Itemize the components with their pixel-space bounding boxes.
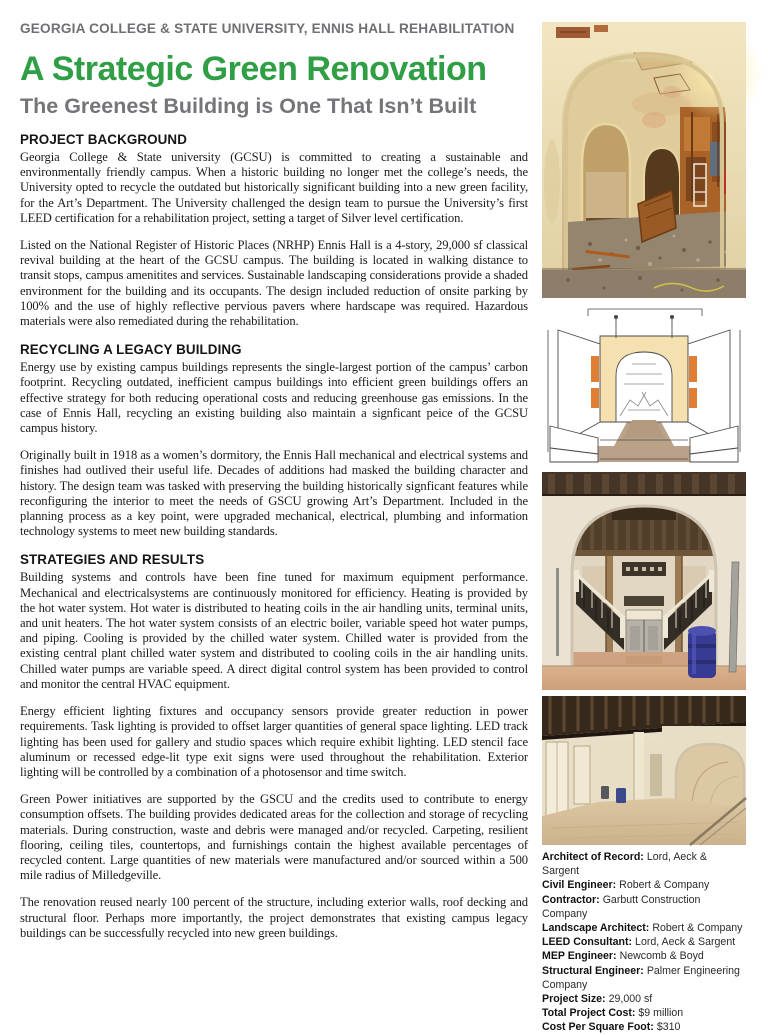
- credit-landscape-architect: Landscape Architect: Robert & Company: [542, 922, 743, 935]
- open-floor-illustration: [542, 696, 746, 845]
- paragraph: The renovation reused nearly 100 percent of the structure, including exterior walls, roof decking and structural floor. Perhaps more importantly, the project demonstrates that existing campus legacy buildings can be successfully recycled into new green buildings.: [20, 895, 528, 940]
- photo-column: [542, 0, 746, 1035]
- credit-civil-engineer: Civil Engineer: Robert & Company: [542, 879, 710, 892]
- credit-cost-per-square-foot: Cost Per Square Foot: $310: [542, 1021, 681, 1034]
- section-heading: PROJECT BACKGROUND: [20, 132, 187, 147]
- section-heading: STRATEGIES AND RESULTS: [20, 552, 205, 568]
- page-title: A Strategic Green Renovation: [20, 50, 487, 88]
- credit-structural-engineer: Structural Engineer: Palmer Engineering Company: [542, 964, 740, 991]
- paragraph: Originally built in 1918 as a women’s dormitory, the Ennis Hall mechanical and electrical systems and finishes had outlived their useful life. Decades of additions had masked the building character and history. The design team was tasked with preserving the building historically signficant features while reconfiguring the interior to meet the needs of GSCU growing Art’s Department. Included in the planning process as a key point, were upgraded mechanical, electrical, plumbing and information technology systems to meet new building standards.: [20, 448, 528, 539]
- section-project-background: [20, 132, 528, 329]
- paragraph: Green Power initiatives are supported by the GSCU and the credits used to contribute to energy consumption offsets. The building provides dedicated areas for the collection and storage of recycling materials. During construction, waste and debris were managed and/or recycled. Carpeting, resilient flooring, ceiling tiles, countertops, and furnishings contain the highest available percentages of recycled content. Large quantities of new materials were manufactured and/or sourced within a 500 mile radius of Milledgeville.: [20, 792, 528, 883]
- paragraph: Building systems and controls have been fine tuned for maximum equipment performance. Mechanical and electricalsystems are continuously monitored for efficiency. Heating is provided by the hot water system. Hot water is distributed to heating coils in the air handling units, terminal units, and unit heaters. The hot water system consists of an electric boiler, variable speed hot water pumps, and piping. Cooling is provided by the chilled water system. Chilled water is provided from the existing central plant chilled water system and distributed to cooling coils in the air handling units. Chilled water pumps are variable speed. A direct digital control system has been provided to control and monitor the central HVAC equipment.: [20, 570, 528, 691]
- credit-mep-engineer: MEP Engineer: Newcomb & Boyd: [542, 950, 704, 963]
- paragraph: Energy use by existing campus buildings represents the single-largest portion of the campus’ carbon footprint. Recycling outdated, inefficient campus buildings into efficient green buildings offers an effective strategy for both reducing operational costs and reducing greenhouse gas emissions. In the case of Ennis Hall, recycling an existing building also maintain a signficant peice of the GCSU campus history.: [20, 360, 528, 436]
- section-strategies-results: [20, 552, 528, 940]
- photo-demolition-interior: [542, 22, 746, 298]
- photo-open-floor: [542, 696, 746, 845]
- credit-contractor: Contractor: Garbutt Construction Company: [542, 893, 701, 920]
- paragraph: Energy efficient lighting fixtures and occupancy sensors provide greater reduction in power requirements. Task lighting is provided to offset larger quantities of general space lighting. LED track lighting has been used for gallery and studio spaces which require exhibit lighting. LED stencil face aluminum or recessed edge-lit type exit signs were used throughout the rehabilitation. Exterior lighting will be controlled by a combination of a photosensor and time switch.: [20, 704, 528, 779]
- page-subtitle: The Greenest Building is One That Isn’t Built: [20, 94, 477, 118]
- photo-architectural-sketch: [542, 304, 746, 462]
- credit-leed-consultant: LEED Consultant: Lord, Aeck & Sargent: [542, 936, 736, 949]
- paragraph: Georgia College & State university (GCSU) is committed to creating a sustainable and environmentally friendly campus. When a historic building no longer met the college’s needs, the University opted to recycle the outdated but historically significant building into a new green facility, for the Art’s Department. The University challenged the design team to pursue the University’s first LEED certification for a rehabilitation project, setting a target of Silver level certification.: [20, 150, 528, 225]
- text-column: [20, 0, 528, 953]
- section-recycling-legacy: [20, 342, 528, 539]
- credit-project-size: Project Size: 29,000 sf: [542, 993, 653, 1006]
- credit-total-project-cost: Total Project Cost: $9 million: [542, 1007, 684, 1020]
- photo-demolition-illustration: [542, 22, 746, 298]
- project-credits: [542, 850, 746, 1035]
- photo-double-staircase: [542, 472, 746, 690]
- section-heading: RECYCLING A LEGACY BUILDING: [20, 342, 242, 358]
- paragraph: Listed on the National Register of Historic Places (NRHP) Ennis Hall is a 4-story, 29,000 sf classical revival building at the heart of the GCSU campus. The building is located in walking distance to transit stops, campus amenitites and services. Sustainable landscaping considerations provide a shaded environment for the building and its occupants. The design included reduction of onsite parking by 100% and the use of highly reflective pervious pavers where hardscape was required. Hazardous materials were also remediated during the rehabilitation.: [20, 238, 528, 329]
- staircase-illustration: [542, 472, 746, 690]
- credit-architect-of-record: Architect of Record: Lord, Aeck & Sargent: [542, 851, 707, 878]
- eyebrow: GEORGIA COLLEGE & STATE UNIVERSITY, ENNIS HALL REHABILITATION: [20, 21, 515, 36]
- sketch-illustration: [542, 304, 746, 462]
